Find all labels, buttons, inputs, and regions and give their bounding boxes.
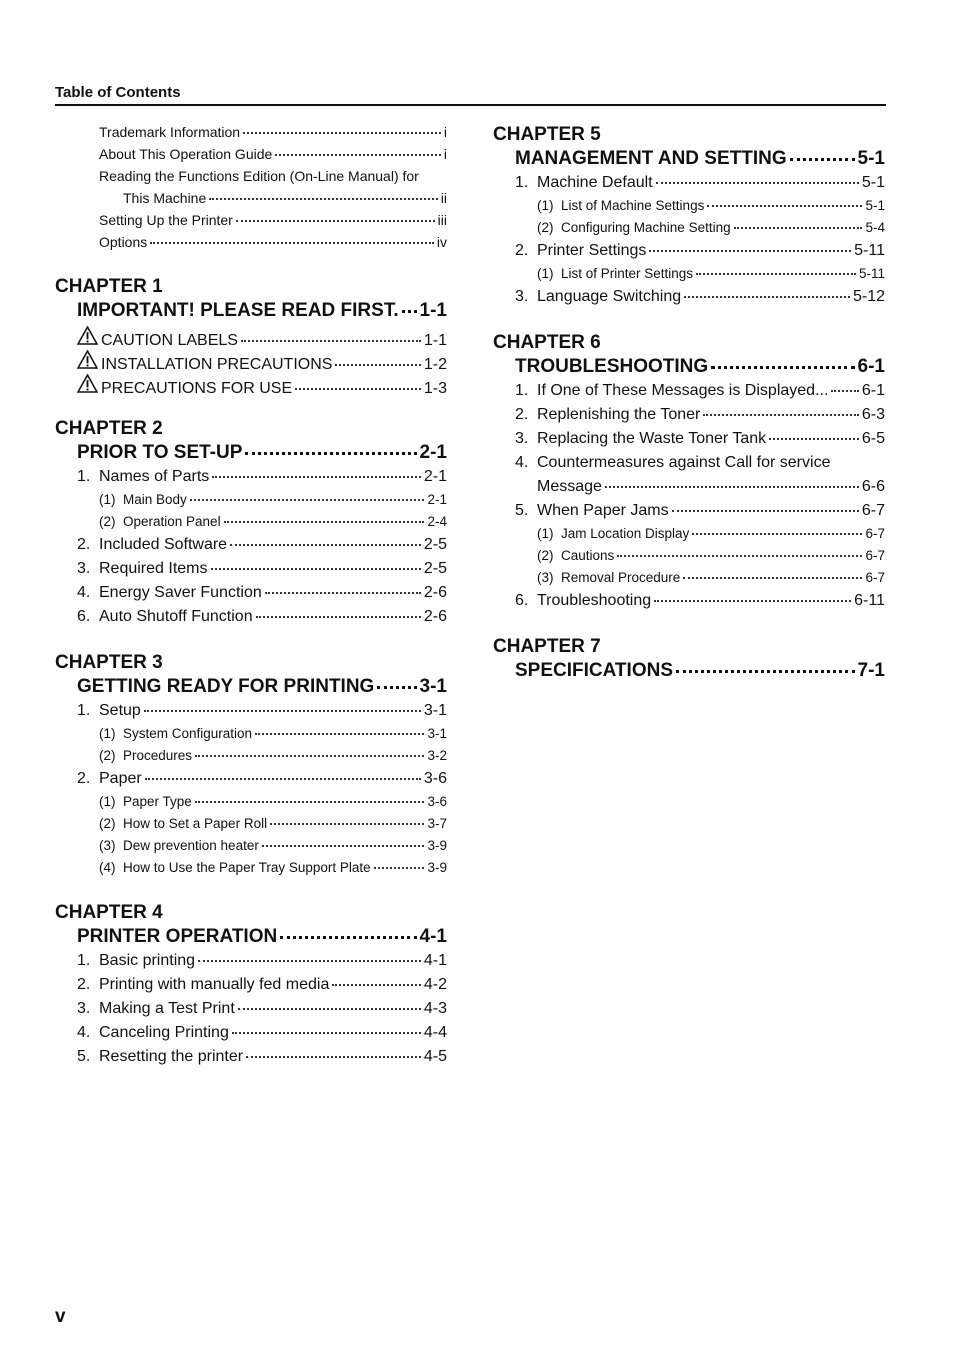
chapter-4-heading[interactable]: PRINTER OPERATION 4-1 — [77, 926, 447, 947]
page-header — [55, 84, 886, 106]
toc-entry[interactable]: (3) Dew prevention heater 3-9 — [99, 838, 447, 853]
toc-entry[interactable]: About This Operation Guide i — [99, 146, 447, 162]
chapter-1-label: CHAPTER 1 — [55, 276, 163, 297]
toc-entry[interactable]: INSTALLATION PRECAUTIONS 1-2 — [55, 350, 447, 374]
toc-entry[interactable]: 6. Auto Shutoff Function 2-6 — [77, 608, 447, 625]
toc-entry[interactable]: 5. Resetting the printer 4-5 — [77, 1048, 447, 1065]
toc-entry[interactable]: Reading the Functions Edition (On-Line Manual) for — [99, 168, 419, 184]
toc-entry[interactable]: Message 6-6 — [537, 478, 885, 495]
toc-entry[interactable]: 2. Paper 3-6 — [77, 770, 447, 787]
toc-entry[interactable]: (4) How to Use the Paper Tray Support Plate 3-9 — [99, 860, 447, 875]
toc-right-column — [493, 124, 885, 686]
toc-entry[interactable]: (2) Cautions 6-7 — [537, 548, 885, 563]
toc-left-column — [55, 124, 447, 1072]
toc-entry[interactable]: 2. Included Software 2-5 — [77, 536, 447, 553]
toc-entry[interactable]: Setting Up the Printer iii — [99, 212, 447, 228]
toc-entry[interactable]: (1) Jam Location Display 6-7 — [537, 526, 885, 541]
header-title: Table of Contents — [55, 84, 181, 101]
toc-entry[interactable]: 1. Setup 3-1 — [77, 702, 447, 719]
toc-entry[interactable]: 3. Required Items 2-5 — [77, 560, 447, 577]
toc-entry[interactable]: 2. Printer Settings 5-11 — [515, 242, 885, 259]
toc-entry[interactable]: (1) System Configuration 3-1 — [99, 726, 447, 741]
toc-entry[interactable]: (1) Paper Type 3-6 — [99, 794, 447, 809]
toc-entry[interactable]: (2) Configuring Machine Setting 5-4 — [537, 220, 885, 235]
chapter-5-heading[interactable]: MANAGEMENT AND SETTING 5-1 — [515, 148, 885, 169]
chapter-3-heading[interactable]: GETTING READY FOR PRINTING 3-1 — [77, 676, 447, 697]
toc-entry[interactable]: 1. Basic printing 4-1 — [77, 952, 447, 969]
page-number: v — [55, 1306, 66, 1327]
chapter-6-heading[interactable]: TROUBLESHOOTING 6-1 — [515, 356, 885, 377]
toc-entry[interactable]: PRECAUTIONS FOR USE 1-3 — [55, 374, 447, 398]
toc-entry[interactable]: 1. Names of Parts 2-1 — [77, 468, 447, 485]
toc-entry[interactable]: (2) How to Set a Paper Roll 3-7 — [99, 816, 447, 831]
toc-entry[interactable]: Options iv — [99, 234, 447, 250]
toc-entry[interactable]: (1) Main Body 2-1 — [99, 492, 447, 507]
toc-entry[interactable]: 4. Energy Saver Function 2-6 — [77, 584, 447, 601]
toc-entry[interactable]: (2) Procedures 3-2 — [99, 748, 447, 763]
warning-triangle-icon — [77, 374, 101, 398]
warning-triangle-icon — [77, 326, 101, 350]
toc-entry[interactable]: (1) List of Machine Settings 5-1 — [537, 198, 885, 213]
toc-entry[interactable]: (2) Operation Panel 2-4 — [99, 514, 447, 529]
chapter-7-label: CHAPTER 7 — [493, 636, 601, 657]
toc-entry[interactable]: This Machine ii — [123, 190, 447, 206]
toc-entry[interactable]: CAUTION LABELS 1-1 — [55, 326, 447, 350]
toc-entry[interactable]: Trademark Information i — [99, 124, 447, 140]
toc-entry[interactable]: (1) List of Printer Settings 5-11 — [537, 266, 885, 281]
chapter-4-label: CHAPTER 4 — [55, 902, 163, 923]
chapter-2-label: CHAPTER 2 — [55, 418, 163, 439]
warning-triangle-icon — [77, 350, 101, 374]
chapter-1-heading[interactable]: IMPORTANT! PLEASE READ FIRST. 1-1 — [77, 300, 447, 321]
toc-entry[interactable]: 1. Machine Default 5-1 — [515, 174, 885, 191]
chapter-7-heading[interactable]: SPECIFICATIONS 7-1 — [515, 660, 885, 681]
toc-entry[interactable]: (3) Removal Procedure 6-7 — [537, 570, 885, 585]
chapter-6-label: CHAPTER 6 — [493, 332, 601, 353]
toc-entry[interactable]: 5. When Paper Jams 6-7 — [515, 502, 885, 519]
toc-entry[interactable]: 3. Language Switching 5-12 — [515, 288, 885, 305]
toc-entry[interactable]: 2. Replenishing the Toner 6-3 — [515, 406, 885, 423]
toc-entry[interactable]: 2. Printing with manually fed media 4-2 — [77, 976, 447, 993]
chapter-3-label: CHAPTER 3 — [55, 652, 163, 673]
toc-entry[interactable]: 3. Replacing the Waste Toner Tank 6-5 — [515, 430, 885, 447]
chapter-2-heading[interactable]: PRIOR TO SET-UP 2-1 — [77, 442, 447, 463]
chapter-5-label: CHAPTER 5 — [493, 124, 601, 145]
toc-entry[interactable]: 4. Canceling Printing 4-4 — [77, 1024, 447, 1041]
toc-entry[interactable]: 4. Countermeasures against Call for service — [515, 454, 831, 471]
toc-entry[interactable]: 1. If One of These Messages is Displayed... 6-1 — [515, 382, 885, 399]
toc-entry[interactable]: 3. Making a Test Print 4-3 — [77, 1000, 447, 1017]
toc-entry[interactable]: 6. Troubleshooting 6-11 — [515, 592, 885, 609]
